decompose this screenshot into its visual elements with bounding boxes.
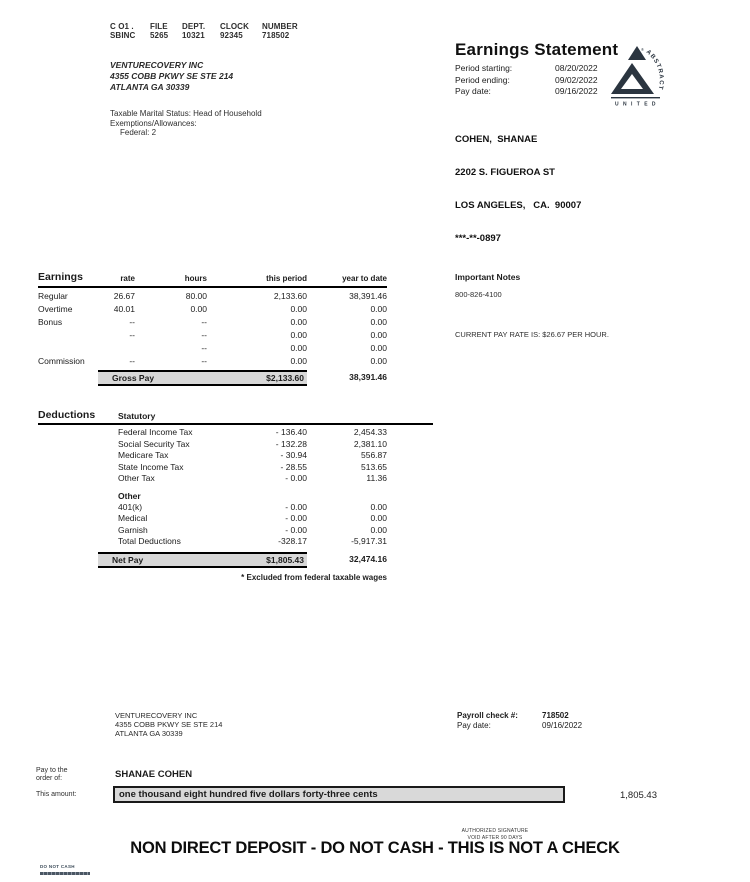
earning-label <box>38 329 98 342</box>
earning-hours: -- <box>201 330 207 340</box>
other-group-label: Other <box>118 490 141 501</box>
amount-numeric: 1,805.43 <box>620 790 657 801</box>
pay-date-label: Pay date: <box>455 86 491 96</box>
col-rate: rate <box>120 274 135 283</box>
clipped-text-line <box>40 872 90 875</box>
earning-period: 0.00 <box>290 343 307 353</box>
earning-rate: -- <box>129 330 135 340</box>
deduction-period: - 0.00 <box>285 513 307 523</box>
federal-exemptions: Federal: 2 <box>120 128 157 137</box>
deduction-row <box>38 450 433 462</box>
code-col-header: NUMBER <box>262 22 298 31</box>
earning-hours: -- <box>201 343 207 353</box>
svg-text:ABSTRACT <box>645 49 664 91</box>
deductions-rows <box>38 427 433 548</box>
code-value: 718502 <box>262 31 290 40</box>
code-col-header: FILE <box>150 22 168 31</box>
logo-bottom-text: U N I T E D <box>614 101 658 108</box>
earning-period: 0.00 <box>290 304 307 314</box>
gross-pay-label: Gross Pay <box>112 373 155 383</box>
earning-period: 2,133.60 <box>273 291 307 301</box>
period-ending-value: 09/02/2022 <box>555 74 598 85</box>
earning-period: 0.00 <box>290 356 307 366</box>
gross-pay-ytd: 38,391.46 <box>349 372 387 382</box>
col-this-period: this period <box>266 274 307 283</box>
do-not-cash-stamp: DO NOT CASH <box>40 864 75 869</box>
earnings-header-row <box>38 271 387 288</box>
deduction-period: - 30.94 <box>280 450 307 460</box>
deduction-name: Federal Income Tax <box>118 427 193 437</box>
deduction-row <box>38 473 433 485</box>
deduction-name: State Income Tax <box>118 461 184 472</box>
other-group-row <box>38 491 433 502</box>
earning-ytd: 0.00 <box>370 304 387 314</box>
company-code-strip <box>110 22 314 40</box>
earning-label: Regular <box>38 291 68 301</box>
earning-ytd: 0.00 <box>370 330 387 340</box>
deduction-period: - 0.00 <box>285 524 307 535</box>
code-col-header: C O1 . <box>110 22 134 31</box>
earning-ytd: 0.00 <box>370 356 387 366</box>
check-info-block <box>457 711 582 731</box>
excluded-wages-footnote: * Excluded from federal taxable wages <box>241 572 387 582</box>
earnings-row <box>38 355 387 368</box>
deductions-table <box>38 409 433 582</box>
net-pay-label: Net Pay <box>112 554 144 565</box>
deduction-ytd: 556.87 <box>361 450 387 460</box>
earnings-row <box>38 316 387 329</box>
net-pay-row <box>38 552 433 569</box>
important-notes-block <box>455 272 609 339</box>
code-col-header: CLOCK <box>220 22 249 31</box>
pay-date-value: 09/16/2022 <box>555 86 598 96</box>
earning-rate: 26.67 <box>113 291 135 301</box>
check-pay-date-label: Pay date: <box>457 721 491 730</box>
earning-label: Overtime <box>38 304 73 314</box>
net-pay-ytd: 32,474.16 <box>349 553 387 564</box>
earning-ytd: 0.00 <box>370 343 387 353</box>
col-year-to-date: year to date <box>342 274 387 283</box>
pay-to-line2: order of: <box>36 775 63 782</box>
gross-pay-band <box>98 370 307 386</box>
payee-name: SHANAE COHEN <box>115 769 193 780</box>
code-value: 5265 <box>150 31 169 40</box>
deduction-period: -328.17 <box>278 536 307 546</box>
code-value: 92345 <box>220 31 243 40</box>
deduction-name: Total Deductions <box>118 536 181 546</box>
net-pay-period: $1,805.43 <box>266 554 304 565</box>
earning-label <box>38 342 98 355</box>
logo-registered-mark: ® <box>641 47 644 52</box>
earning-rate: -- <box>129 317 135 327</box>
gross-pay-row <box>38 370 387 387</box>
exemptions-label: Exemptions/Allowances: <box>110 118 197 128</box>
code-value: SBINC <box>110 31 136 40</box>
employer-city: ATLANTA GA 30339 <box>110 82 190 92</box>
deduction-ytd: 2,454.33 <box>353 427 387 437</box>
earning-period: 0.00 <box>290 317 307 327</box>
earnings-section-title: Earnings <box>38 271 83 283</box>
employee-address-block <box>455 112 581 266</box>
marital-status: Taxable Marital Status: Head of Household <box>110 109 262 118</box>
void-after-label: VOID AFTER 90 DAYS <box>467 834 523 841</box>
code-value: 10321 <box>182 31 205 40</box>
employee-name: COHEN, SHANAE <box>455 134 538 145</box>
earning-hours: 0.00 <box>190 304 207 314</box>
deduction-period: - 0.00 <box>285 473 307 483</box>
deductions-section-title: Deductions <box>38 409 96 421</box>
deduction-name: 401(k) <box>118 501 143 512</box>
deduction-period: - 28.55 <box>280 461 307 472</box>
deduction-ytd: 2,381.10 <box>353 438 387 449</box>
deduction-period: - 132.28 <box>275 438 307 449</box>
deduction-name: Medical <box>118 513 148 523</box>
statement-title: Earnings Statement <box>455 40 619 59</box>
check-employer-address <box>115 711 222 738</box>
deduction-period: - 136.40 <box>275 427 307 437</box>
notes-phone: 800-826-4100 <box>455 290 502 299</box>
employee-ssn-masked: ***-**-0897 <box>455 233 501 244</box>
deduction-ytd: 11.36 <box>366 473 387 483</box>
deduction-ytd: 0.00 <box>370 513 387 523</box>
deduction-ytd: 0.00 <box>370 501 387 512</box>
earnings-rows <box>38 290 387 368</box>
gross-pay-period: $2,133.60 <box>266 373 304 383</box>
amount-label: This amount: <box>36 791 77 798</box>
earning-ytd: 38,391.46 <box>349 291 387 301</box>
payroll-check-number: 718502 <box>542 711 569 720</box>
not-a-check-notice: NON DIRECT DEPOSIT - DO NOT CASH - THIS IS NOT A CHECK <box>130 839 620 857</box>
earning-hours: -- <box>201 356 207 366</box>
logo-arc-text: ABSTRACT <box>644 49 664 91</box>
abstract-united-logo-icon <box>606 43 668 109</box>
deduction-ytd: 0.00 <box>370 524 387 535</box>
authorized-signature-label: AUTHORIZED SIGNATURE <box>461 828 529 834</box>
pay-period-block <box>455 63 598 98</box>
deduction-name: Social Security Tax <box>118 438 190 449</box>
deduction-name: Medicare Tax <box>118 450 169 460</box>
notes-pay-rate: CURRENT PAY RATE IS: $26.67 PER HOUR. <box>455 330 609 339</box>
deduction-name: Garnish <box>118 524 148 535</box>
employee-street: 2202 S. FIGUEROA ST <box>455 167 555 178</box>
payroll-check-label: Payroll check #: <box>457 711 518 720</box>
earning-period: 0.00 <box>290 330 307 340</box>
earning-rate: -- <box>129 356 135 366</box>
employer-street: 4355 COBB PKWY SE STE 214 <box>115 720 223 729</box>
code-col-header: DEPT. <box>182 22 206 31</box>
earning-rate <box>98 342 135 355</box>
employer-name: VENTURECOVERY INC <box>115 711 198 720</box>
pay-to-label <box>36 767 68 783</box>
statutory-group-label: Statutory <box>118 411 156 421</box>
deduction-row <box>38 513 433 525</box>
employee-city: LOS ANGELES, CA. 90007 <box>455 200 582 211</box>
deduction-ytd: 513.65 <box>361 461 387 472</box>
earning-label: Bonus <box>38 317 63 327</box>
deduction-ytd: -5,917.31 <box>351 536 387 546</box>
deduction-name: Other Tax <box>118 473 155 483</box>
deduction-row <box>38 462 433 474</box>
earning-rate: 40.01 <box>113 304 135 314</box>
earning-ytd: 0.00 <box>370 317 387 327</box>
earning-hours: -- <box>201 317 207 327</box>
deduction-row <box>38 427 433 439</box>
earnings-row <box>38 329 387 342</box>
period-ending-label: Period ending: <box>455 74 510 85</box>
deduction-row <box>38 525 433 537</box>
deductions-header-row <box>38 409 433 425</box>
employer-city: ATLANTA GA 30339 <box>115 729 183 738</box>
employer-street: 4355 COBB PKWY SE STE 214 <box>110 71 234 81</box>
period-starting-value: 08/20/2022 <box>555 63 598 73</box>
col-hours: hours <box>184 274 207 283</box>
deduction-row <box>38 502 433 514</box>
tax-status-block <box>110 109 262 138</box>
earnings-table <box>38 271 387 387</box>
period-starting-label: Period starting: <box>455 63 513 73</box>
important-notes-title: Important Notes <box>455 272 521 282</box>
earning-label: Commission <box>38 356 85 366</box>
check-pay-date-value: 09/16/2022 <box>542 721 583 730</box>
earnings-row <box>38 290 387 303</box>
employer-name: VENTURECOVERY INC <box>110 60 204 70</box>
deduction-row <box>38 439 433 451</box>
earning-hours: 80.00 <box>185 291 207 301</box>
amount-in-words-box: one thousand eight hundred five dollars forty-three cents <box>113 786 565 803</box>
pay-to-line1: Pay to the <box>36 767 68 774</box>
earnings-row <box>38 303 387 316</box>
earnings-row <box>38 342 387 355</box>
net-pay-band <box>98 552 307 568</box>
deduction-period: - 0.00 <box>285 501 307 512</box>
total-deductions-row <box>38 536 433 548</box>
employer-address-block <box>110 60 233 93</box>
